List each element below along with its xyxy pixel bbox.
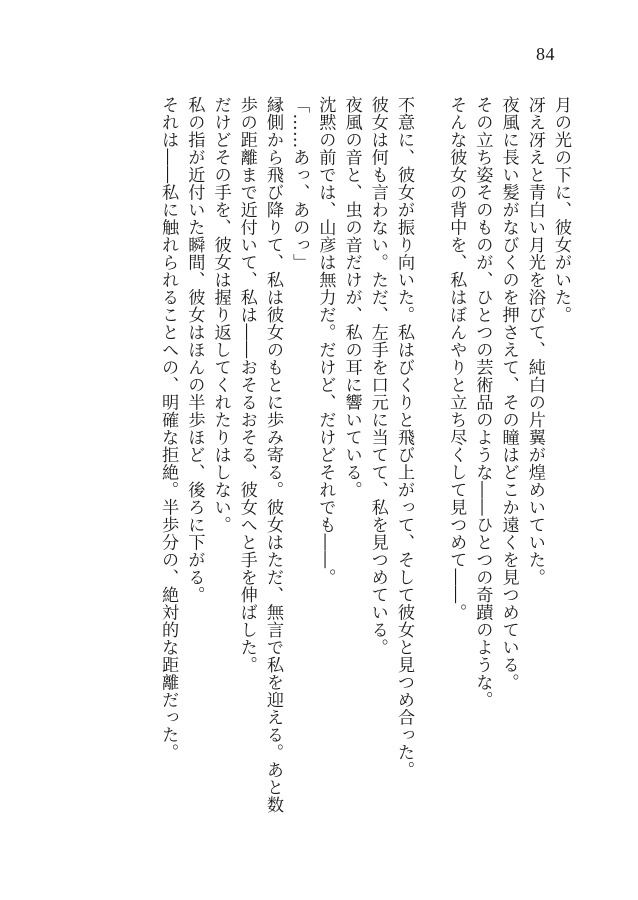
text-line: そんな彼女の背中を、私はぼんやりと立ち尽くして見つめて――。 <box>446 96 467 621</box>
text-line: 「……あっ、あのっ」 <box>289 96 310 271</box>
text-line: 夜風に長い髪がなびくのを押さえて、その瞳はどこか遠くを見つめている。 <box>498 96 519 691</box>
text-line: 月の光の下に、彼女がいた。 <box>551 96 571 324</box>
text-line: だけどその手を、彼女は握り返してくれたりはしない。 <box>210 96 231 534</box>
text-line: 私の指が近付いた瞬間、彼女はほんの半歩ほど、後ろに下がる。 <box>184 96 205 604</box>
text-line: 彼女は何も言わない。ただ、左手を口元に当てて、私を見つめている。 <box>367 96 388 656</box>
body-text <box>155 96 574 846</box>
text-line: 夜風の音と、虫の音だけが、私の耳に響いている。 <box>341 96 362 499</box>
text-line: それは――私に触れられることへの、明確な拒絶。半歩分の、絶対的な距離だった。 <box>158 96 179 761</box>
text-line: 冴え冴えと青白い月光を浴びて、純白の片翼が煌めいていた。 <box>524 96 545 586</box>
paragraph-gap <box>417 96 443 846</box>
text-line: 歩の距離まで近付いて、私は――おそるおそる、彼女へと手を伸ばした。 <box>236 96 257 674</box>
text-line: その立ち姿そのものが、ひとつの芸術品のような――ひとつの奇蹟のような。 <box>472 96 493 709</box>
page-number: 84 <box>536 44 555 64</box>
text-line: 縁側から飛び降りて、私は彼女のもとに歩み寄る。彼女はただ、無言で私を迎える。あと数 <box>262 96 283 814</box>
text-line: 不意に、彼女が振り向いた。私はびくりと飛び上がって、そして彼女と見つめ合った。 <box>393 96 414 779</box>
text-line: 沈黙の前では、山彦は無力だ。だけど、だけどそれでも――。 <box>315 96 336 586</box>
